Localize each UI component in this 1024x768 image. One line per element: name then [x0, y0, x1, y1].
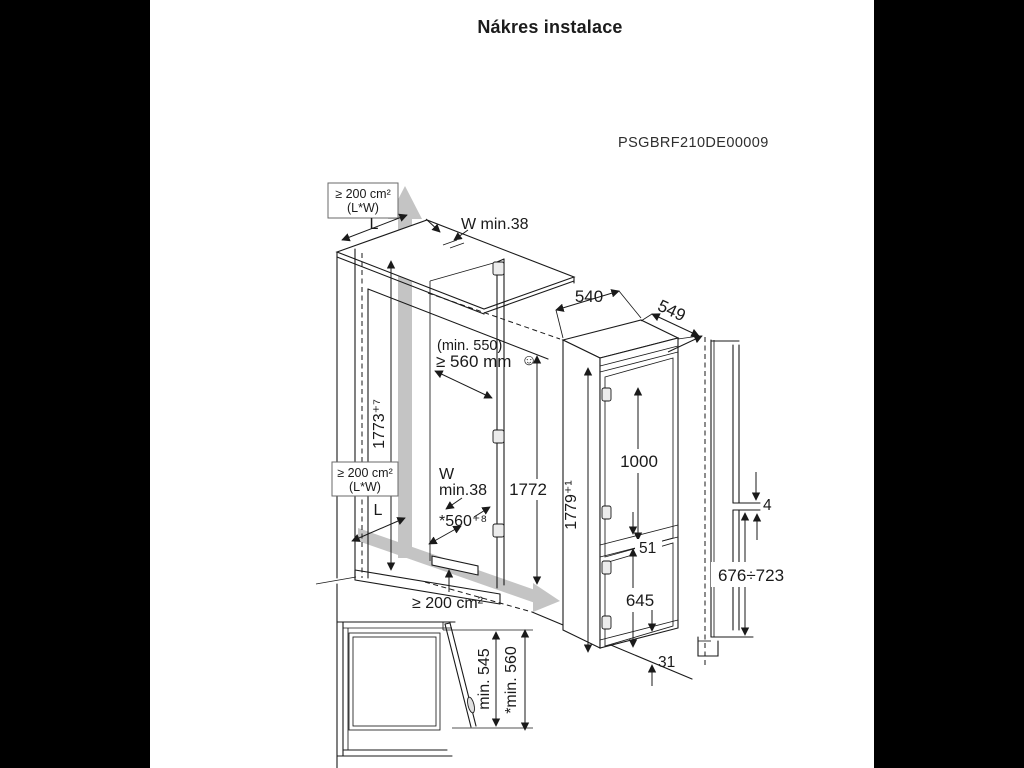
- panel-width-mid-label: W: [439, 466, 455, 483]
- vent-top-label2: (L*W): [347, 201, 379, 215]
- panel-width-mid-label2: min.38: [439, 482, 488, 499]
- document-page: [150, 0, 874, 768]
- plan-labels: [476, 630, 525, 730]
- smiley-icon: ☺: [521, 352, 537, 369]
- hinge-gap-label: 4: [763, 497, 772, 514]
- door-handle-icon: [466, 697, 476, 714]
- plan-depth-door-label: *min. 560: [503, 646, 520, 714]
- hinge-range-label: 676÷723: [717, 566, 785, 585]
- hinge-icon: [493, 262, 504, 275]
- vent-mid-label2: (L*W): [349, 480, 381, 494]
- hinge-icon: [602, 388, 611, 401]
- plan-open-door: [445, 624, 471, 727]
- hinge-icon: [602, 506, 611, 519]
- door-gap-label: 51: [639, 540, 657, 557]
- fridge-depth-label: 549: [654, 296, 689, 326]
- plan-fridge-outline: [349, 633, 440, 730]
- plan-depth-min-label: min. 545: [476, 648, 493, 710]
- hinge-icon: [602, 616, 611, 629]
- upper-door-height-label: 1000: [620, 452, 658, 471]
- niche-depth-note-label: (min. 550): [437, 338, 503, 354]
- lower-door-height-label: 645: [625, 591, 655, 610]
- installation-diagram: [150, 0, 874, 768]
- niche-top-panel: [337, 220, 574, 309]
- hinge-icon: [493, 524, 504, 537]
- niche-depth-label: ≥ 560 mm: [436, 352, 512, 371]
- panel-width-top-label: W min.38: [461, 216, 529, 233]
- hinge-icon: [493, 430, 504, 443]
- side-labels: [711, 472, 792, 635]
- fridge-view: [556, 287, 702, 686]
- vent-mid-label: ≥ 200 cm²: [337, 466, 393, 480]
- depth-l-top-label: L: [369, 216, 379, 233]
- model-code: PSGBRF210DE00009: [618, 135, 769, 151]
- depth-l-mid-label: L: [373, 502, 383, 519]
- fridge-height-label: 1779⁺¹: [563, 480, 580, 530]
- side-profile-view: [698, 337, 792, 668]
- vent-bottom-label: ≥ 200 cm²: [412, 595, 484, 612]
- vent-top-label: ≥ 200 cm²: [335, 187, 391, 201]
- hinge-icon: [602, 561, 611, 574]
- niche-width-label: *560⁺⁸: [439, 513, 488, 530]
- fridge-width-label: 540: [574, 287, 604, 306]
- foot-height-label: 31: [658, 654, 676, 671]
- niche-inner-height-label: 1772: [509, 480, 547, 499]
- page-title: Nákres instalace: [477, 17, 623, 37]
- niche-outer-height-label: 1773⁺⁷: [371, 399, 388, 449]
